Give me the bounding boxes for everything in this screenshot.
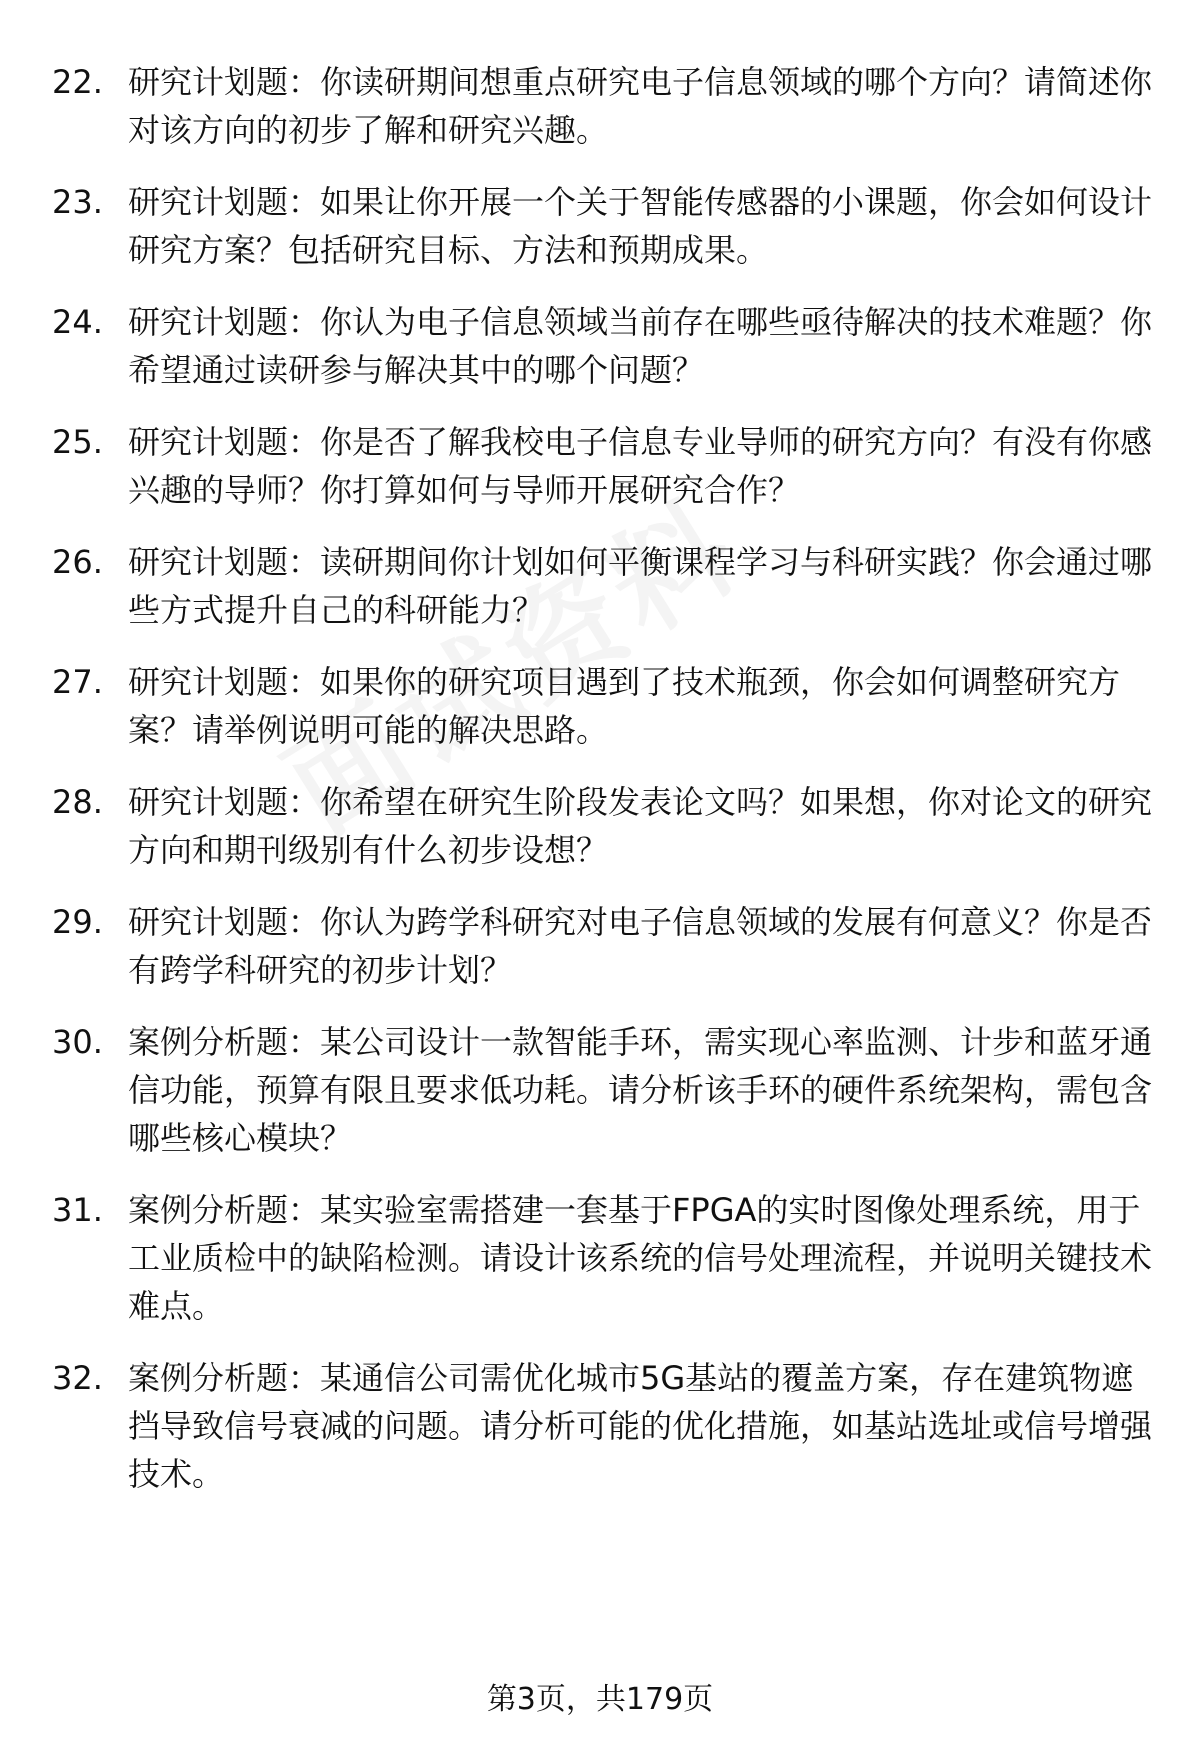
question-item <box>52 1186 1152 1330</box>
question-text: 研究计划题：如果你的研究项目遇到了技术瓶颈，你会如何调整研究方案？请举例说明可能的解决思路。 <box>128 663 1121 749</box>
question-number: 23. <box>52 183 103 221</box>
question-item <box>52 778 1152 874</box>
question-number: 26. <box>52 543 103 581</box>
question-text: 案例分析题：某公司设计一款智能手环，需实现心率监测、计步和蓝牙通信功能，预算有限且要求低功耗。请分析该手环的硬件系统架构，需包含哪些核心模块？ <box>128 1023 1153 1157</box>
question-text: 研究计划题：你认为跨学科研究对电子信息领域的发展有何意义？你是否有跨学科研究的初步计划？ <box>128 903 1153 989</box>
question-item <box>52 898 1152 994</box>
question-number: 25. <box>52 423 103 461</box>
question-number: 30. <box>52 1023 103 1061</box>
question-item <box>52 178 1152 274</box>
question-item <box>52 298 1152 394</box>
question-text: 研究计划题：如果让你开展一个关于智能传感器的小课题，你会如何设计研究方案？包括研究目标、方法和预期成果。 <box>128 183 1153 269</box>
question-text: 研究计划题：读研期间你计划如何平衡课程学习与科研实践？你会通过哪些方式提升自己的科研能力？ <box>128 543 1153 629</box>
question-text: 案例分析题：某实验室需搭建一套基于FPGA的实时图像处理系统，用于工业质检中的缺陷检测。请设计该系统的信号处理流程，并说明关键技术难点。 <box>128 1191 1153 1325</box>
question-number: 32. <box>52 1359 103 1397</box>
question-list <box>52 58 1152 1498</box>
question-number: 28. <box>52 783 103 821</box>
question-text: 案例分析题：某通信公司需优化城市5G基站的覆盖方案，存在建筑物遮挡导致信号衰减的问题。请分析可能的优化措施，如基站选址或信号增强技术。 <box>128 1359 1153 1493</box>
question-item <box>52 1354 1152 1498</box>
question-number: 27. <box>52 663 103 701</box>
question-number: 29. <box>52 903 103 941</box>
question-item <box>52 1018 1152 1162</box>
question-item <box>52 538 1152 634</box>
question-text: 研究计划题：你认为电子信息领域当前存在哪些亟待解决的技术难题？你希望通过读研参与解决其中的哪个问题？ <box>128 303 1153 389</box>
question-item <box>52 418 1152 514</box>
question-item <box>52 58 1152 154</box>
page-footer: 第3页，共179页 <box>486 1682 714 1717</box>
question-number: 24. <box>52 303 103 341</box>
question-number: 31. <box>52 1191 103 1229</box>
question-text: 研究计划题：你读研期间想重点研究电子信息领域的哪个方向？请简述你对该方向的初步了解和研究兴趣。 <box>128 63 1153 149</box>
question-text: 研究计划题：你是否了解我校电子信息专业导师的研究方向？有没有你感兴趣的导师？你打算如何与导师开展研究合作？ <box>128 423 1153 509</box>
question-text: 研究计划题：你希望在研究生阶段发表论文吗？如果想，你对论文的研究方向和期刊级别有什么初步设想？ <box>128 783 1153 869</box>
question-item <box>52 658 1152 754</box>
question-number: 22. <box>52 63 103 101</box>
